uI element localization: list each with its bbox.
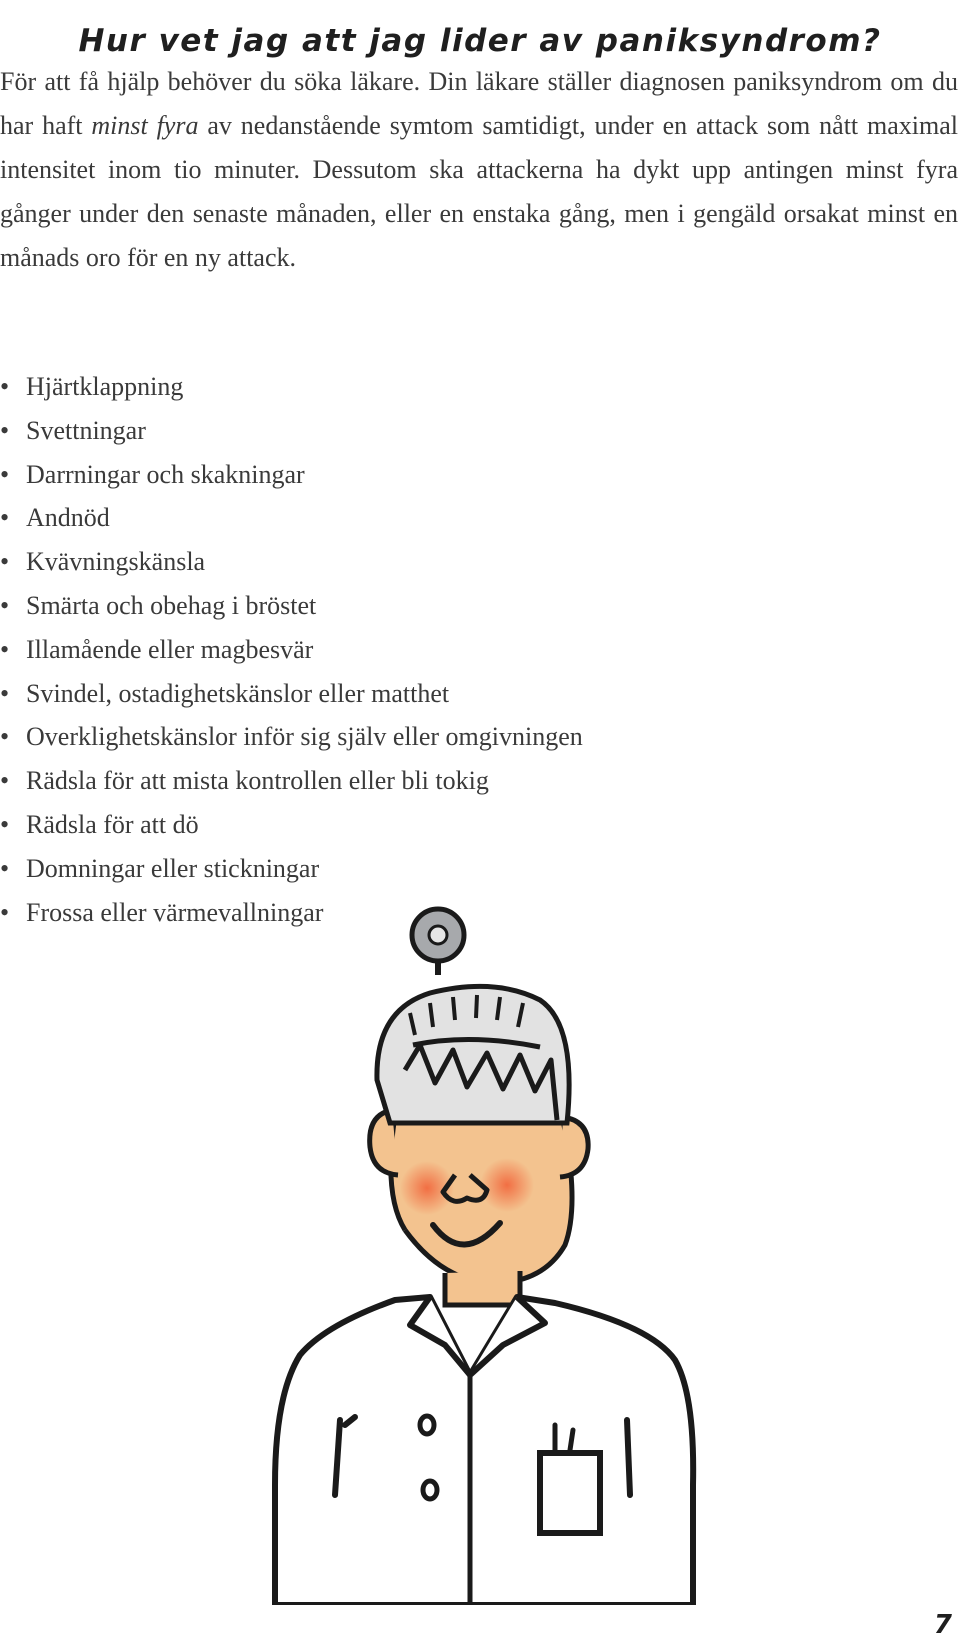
bullet-icon: • xyxy=(0,897,10,927)
symptom-text: Svindel, ostadighetskänslor eller matthet xyxy=(26,678,450,708)
bullet-icon: • xyxy=(0,590,10,620)
symptom-text: Hjärtklappning xyxy=(26,372,184,401)
list-item xyxy=(0,584,583,628)
list-item xyxy=(0,540,583,584)
list-item xyxy=(0,365,583,409)
symptom-text: Domningar eller stickningar xyxy=(26,853,320,883)
hair xyxy=(377,986,569,1123)
head-mirror-icon xyxy=(412,909,464,975)
bullet-icon: • xyxy=(0,372,10,401)
bullet-icon: • xyxy=(0,459,10,489)
lab-coat xyxy=(275,1297,693,1605)
bullet-icon: • xyxy=(0,809,10,839)
bullet-icon: • xyxy=(0,766,10,796)
list-item xyxy=(0,409,583,453)
symptom-text: Darrningar och skakningar xyxy=(26,459,305,489)
neck xyxy=(445,1271,520,1305)
list-item xyxy=(0,715,583,759)
list-item xyxy=(0,847,583,891)
intro-text-end: av nedanstående symtom samtidigt, under en attack som nått maximal intensitet inom tio minuter. Dessutom ska attackerna ha dykt upp antingen minst fyra gånger under den senaste månaden, eller en enstaka gång, men i gengäld orsakat minst en månads oro för en ny attack. xyxy=(0,111,958,272)
symptom-text: Overklighetskänslor inför sig själv eller omgivningen xyxy=(26,722,583,752)
intro-emphasis: minst fyra xyxy=(91,111,199,140)
symptom-text: Smärta och obehag i bröstet xyxy=(26,590,317,620)
list-item xyxy=(0,759,583,803)
list-item xyxy=(0,496,583,540)
bullet-icon: • xyxy=(0,547,10,577)
bullet-icon: • xyxy=(0,634,10,664)
page-title: Hur vet jag att jag lider av paniksyndrom? xyxy=(78,22,882,59)
list-item xyxy=(0,803,583,847)
intro-text-start: För att få hjälp behöver du söka läkare. Din läkare ställer diagnosen paniksyndrom om du har haft xyxy=(0,67,958,140)
doctor-illustration xyxy=(255,905,735,1605)
list-item xyxy=(0,672,583,716)
symptom-text: Kvävningskänsla xyxy=(26,547,206,577)
list-item xyxy=(0,453,583,497)
bullet-icon: • xyxy=(0,722,10,752)
bullet-icon: • xyxy=(0,678,10,708)
symptom-list xyxy=(0,365,583,934)
bullet-icon: • xyxy=(0,503,10,533)
bullet-icon: • xyxy=(0,415,10,445)
intro-paragraph xyxy=(0,60,958,280)
symptom-text: Rädsla för att mista kontrollen eller bli tokig xyxy=(26,766,489,796)
symptom-text: Rädsla för att dö xyxy=(26,809,199,839)
page-number: 7 xyxy=(933,1610,952,1640)
symptom-text: Illamående eller magbesvär xyxy=(26,634,314,664)
list-item xyxy=(0,628,583,672)
symptom-text: Svettningar xyxy=(26,415,146,445)
symptom-text: Frossa eller värmevallningar xyxy=(26,897,324,927)
bullet-icon: • xyxy=(0,853,10,883)
symptom-text: Andnöd xyxy=(26,503,110,533)
right-cheek xyxy=(480,1158,534,1212)
